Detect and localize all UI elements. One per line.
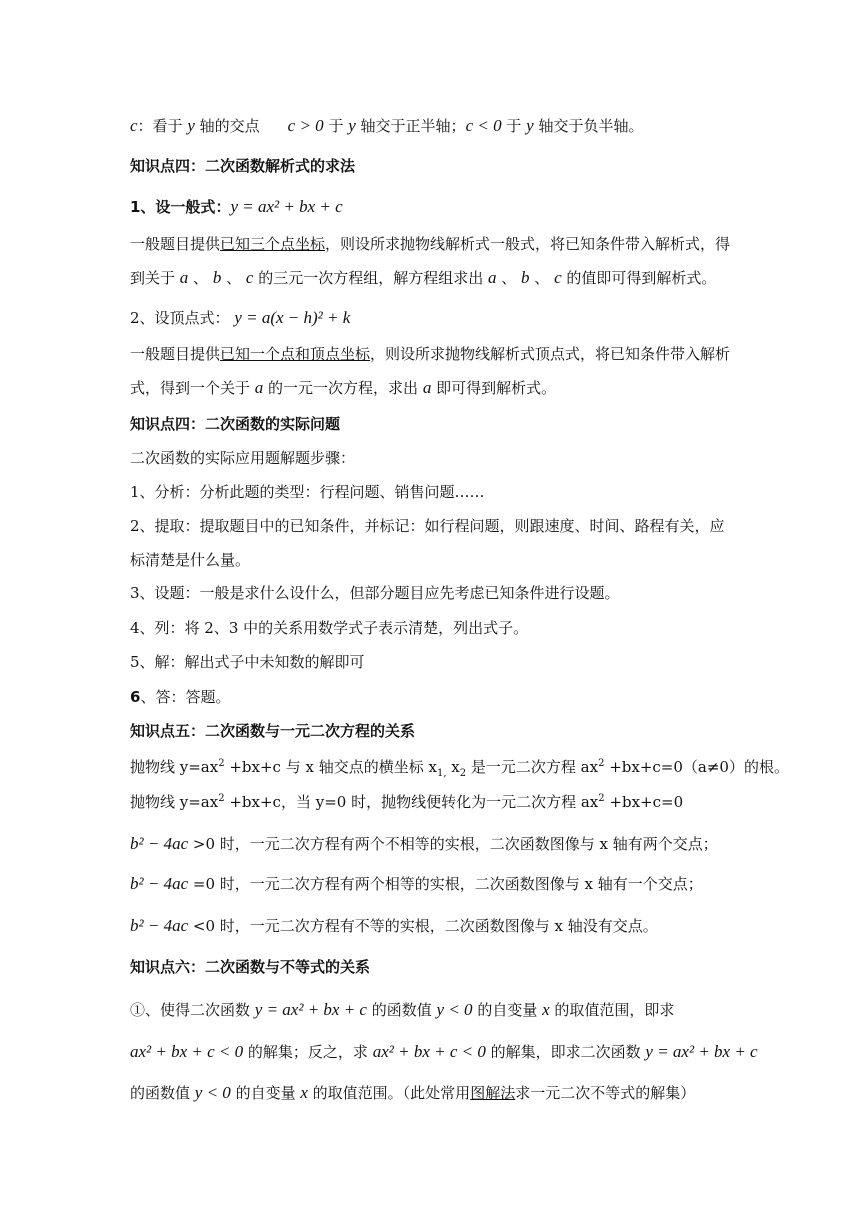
line-ineq-3: [130, 1082, 742, 1104]
line-disc-pos: [130, 833, 742, 855]
heading-text: 知识点五：二次函数与一元二次方程的关系: [130, 722, 416, 740]
math-expression: a: [179, 268, 189, 287]
text-segment: 的值即可得到解析式。: [561, 269, 717, 287]
text-segment: x: [446, 758, 460, 776]
math-expression: y = ax² + bx + c: [254, 1000, 367, 1019]
text-segment: 、: [496, 269, 522, 287]
text-segment: =0 时，一元二次方程有两个相等的实根，二次函数图像与 x 轴有一个交点；: [188, 875, 703, 893]
text-segment: 的自变量: [472, 1001, 543, 1019]
underlined-text: 已知一个点和顶点坐标: [220, 345, 371, 363]
text-segment: 、: [221, 269, 246, 287]
math-expression: y = ax² + bx + c: [645, 1042, 758, 1061]
text-segment: ：看于: [137, 117, 188, 135]
line-vertex-desc-2: [130, 377, 742, 399]
text-segment: 的一元一次方程，求出: [263, 379, 423, 397]
line-step-3: [130, 582, 742, 604]
text-segment: 求一元二次不等式的解集）: [515, 1084, 696, 1102]
text-segment: 二次函数的实际应用题解题步骤：: [130, 449, 356, 467]
text-segment: 2、设顶点式：: [130, 309, 235, 327]
math-expression: c: [554, 268, 562, 287]
math-expression: x: [300, 1083, 308, 1102]
math-expression: y: [526, 116, 534, 135]
heading-text: 知识点四：二次函数解析式的求法: [130, 157, 356, 175]
line-heading-5: [130, 720, 742, 742]
line-step-6: [130, 686, 742, 708]
text-segment: +bx+c，当 y=0 时，抛物线便转化为一元二次方程 ax: [224, 793, 599, 811]
math-expression: y = a(x − h)² + k: [234, 308, 351, 327]
text-segment: 标清楚是什么量。: [130, 551, 251, 569]
line-relation-2: [130, 788, 742, 813]
line-heading-4a: [130, 155, 742, 177]
math-expression: c > 0: [287, 116, 324, 135]
text-segment: 一般题目提供: [130, 235, 221, 253]
text-segment: 是一元二次方程 ax: [466, 758, 599, 776]
line-general-desc-2: [130, 267, 742, 289]
math-expression: a: [487, 268, 497, 287]
math-expression: y: [187, 116, 195, 135]
math-expression: ax² + bx + c < 0: [130, 1042, 244, 1061]
text-segment: 的函数值: [130, 1084, 195, 1102]
text-segment: 2: [598, 758, 605, 769]
line-heading-6: [130, 956, 742, 978]
text-segment: 5、解：解出式子中未知数的解即可: [130, 653, 365, 671]
text-segment: 4、列：将 2、3 中的关系用数学式子表示清楚，列出式子。: [130, 619, 529, 637]
text-segment: 2: [218, 758, 225, 769]
line-step-5: [130, 651, 742, 673]
line-step-2b: [130, 549, 742, 571]
heading-text: 1、设一般式：: [130, 198, 231, 216]
text-segment: 2: [218, 793, 225, 804]
text-segment: 2: [598, 793, 605, 804]
math-expression: y < 0: [436, 1000, 473, 1019]
text-segment: +bx+c=0: [604, 793, 684, 811]
text-segment: 抛物线 y=ax: [130, 793, 219, 811]
text-segment: 、答：答题。: [140, 688, 231, 706]
text-segment: <0 时，一元二次方程有不等的实根，二次函数图像与 x 轴没有交点。: [188, 917, 658, 935]
text-segment: 1、分析：分析此题的类型：行程问题、销售问题……: [130, 483, 485, 501]
underlined-text: 已知三个点坐标: [220, 235, 326, 253]
line-general-desc-1: [130, 233, 742, 255]
text-segment: 的自变量: [230, 1084, 301, 1102]
text-segment: ，则设所求抛物线解析式顶点式，将已知条件带入解析: [370, 345, 731, 363]
heading-text: 6: [130, 688, 141, 706]
line-disc-neg: [130, 915, 742, 937]
text-segment: 轴的交点: [194, 117, 260, 135]
line-relation-1: [130, 753, 789, 785]
math-expression: ax² + bx + c < 0: [372, 1042, 486, 1061]
text-segment: 3、设题：一般是求什么设什么，但部分题目应先考虑已知条件进行设题。: [130, 584, 620, 602]
text-segment: 的解集；反之，求: [243, 1043, 373, 1061]
text-segment: 的解集，即求二次函数: [485, 1043, 646, 1061]
text-segment: 轴交于负半轴。: [533, 117, 644, 135]
line-ineq-1: [130, 999, 742, 1021]
line-c-line: [130, 115, 742, 137]
math-expression: a: [422, 378, 432, 397]
math-expression: b: [521, 268, 530, 287]
math-expression: b² − 4ac: [130, 916, 189, 935]
line-general-form: [130, 196, 742, 218]
line-ineq-2: [130, 1041, 758, 1063]
text-segment: 抛物线 y=ax: [130, 758, 219, 776]
math-expression: y: [348, 116, 356, 135]
math-expression: y = ax² + bx + c: [230, 197, 343, 216]
math-expression: b: [212, 268, 222, 287]
text-segment: 的三元一次方程组，解方程组求出: [253, 269, 488, 287]
line-step-4: [130, 617, 742, 639]
text-segment: 2: [459, 768, 467, 779]
text-segment: 于: [323, 117, 349, 135]
line-step-2a: [130, 515, 742, 537]
text-segment: 、: [188, 269, 213, 287]
math-expression: a: [254, 378, 264, 397]
line-steps-intro: [130, 447, 742, 469]
underlined-text: 图解法: [470, 1084, 516, 1102]
line-vertex-form: [130, 307, 742, 329]
text-segment: 的取值范围。（此处常用: [307, 1084, 471, 1102]
math-expression: y < 0: [194, 1083, 231, 1102]
heading-text: 知识点六：二次函数与不等式的关系: [130, 958, 371, 976]
line-disc-zero: [130, 873, 742, 895]
text-segment: 的函数值: [366, 1001, 437, 1019]
line-step-1: [130, 481, 742, 503]
text-segment: 一般题目提供: [130, 345, 221, 363]
text-segment: +bx+c 与 x 轴交点的横坐标 x: [224, 758, 437, 776]
heading-text: 知识点四：二次函数的实际问题: [130, 415, 341, 433]
line-heading-4b: [130, 413, 742, 435]
text-segment: 、: [529, 269, 555, 287]
math-expression: x: [542, 1000, 550, 1019]
text-segment: ，则设所求抛物线解析式一般式，将已知条件带入解析式，得: [325, 235, 731, 253]
text-segment: 于: [501, 117, 527, 135]
text-segment: 式，得到一个关于: [130, 379, 255, 397]
text-segment: 2、提取：提取题目中的已知条件，并标记：如行程问题，则跟速度、时间、路程有关，应: [130, 517, 725, 535]
text-segment: 的取值范围，即求: [549, 1001, 675, 1019]
math-expression: b² − 4ac: [130, 874, 189, 893]
text-segment: ①、使得二次函数: [130, 1001, 255, 1019]
text-segment: +bx+c=0（a≠0）的根。: [604, 758, 789, 776]
math-expression: c: [130, 116, 138, 135]
math-expression: b² − 4ac: [130, 834, 189, 853]
text-segment: >0 时，一元二次方程有两个不相等的实根，二次函数图像与 x 轴有两个交点；: [188, 835, 718, 853]
text-segment: 轴交于正半轴；: [355, 117, 466, 135]
text-segment: 1,: [436, 768, 447, 779]
math-expression: c: [245, 268, 254, 287]
text-segment: 到关于: [130, 269, 180, 287]
line-vertex-desc-1: [130, 343, 742, 365]
math-expression: c < 0: [465, 116, 502, 135]
text-segment: 即可得到解析式。: [431, 379, 557, 397]
